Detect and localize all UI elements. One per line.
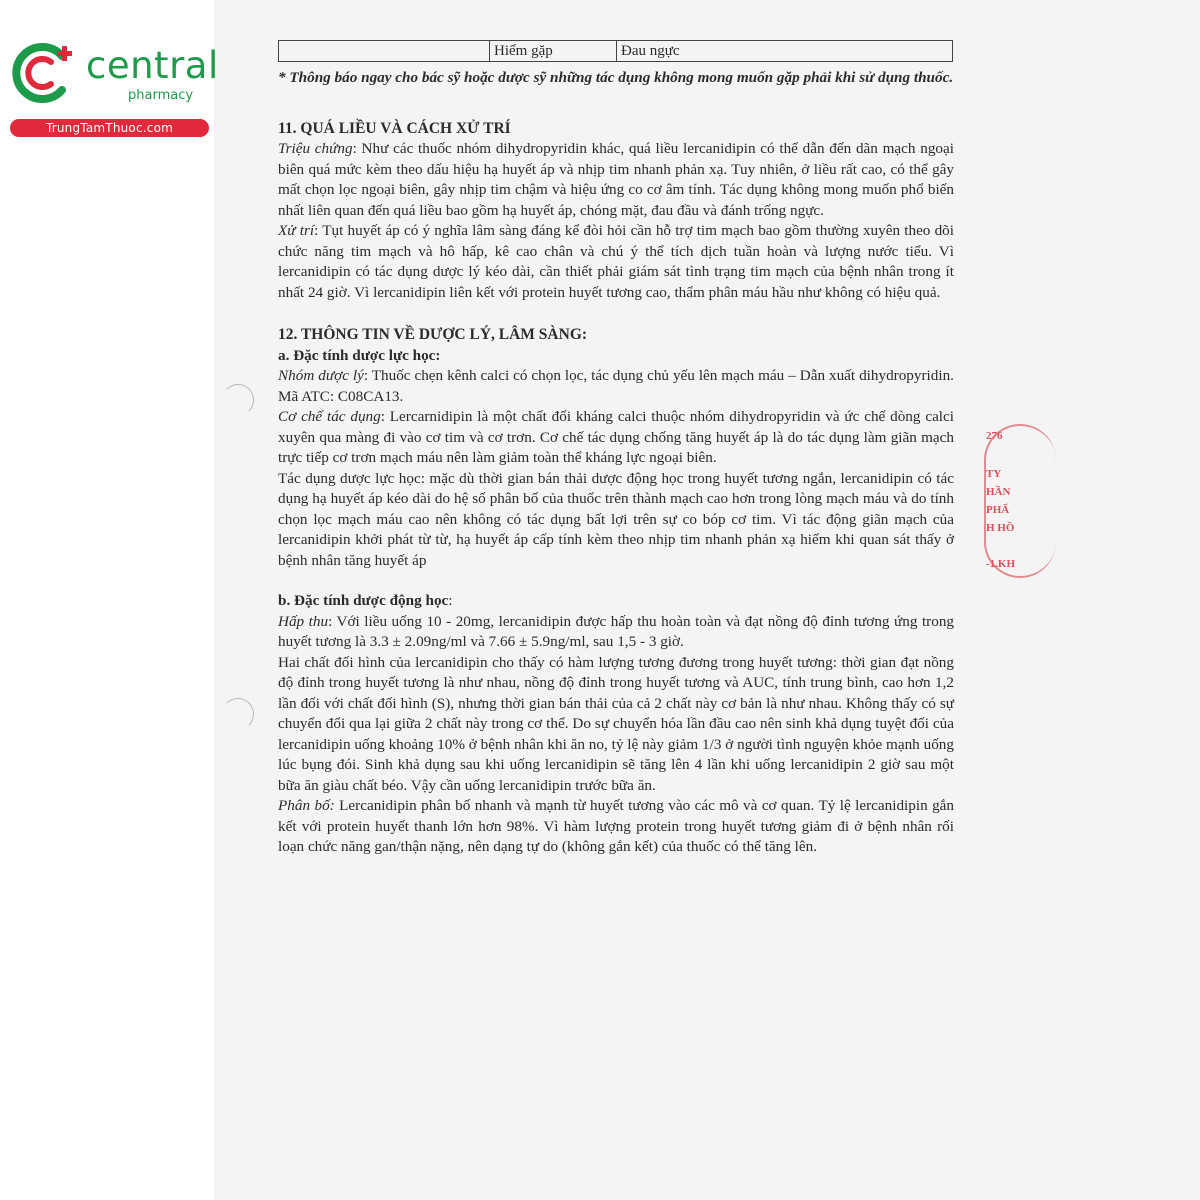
stamp-text: H HỒ xyxy=(986,522,1015,534)
absorption-text: : Với liều uống 10 - 20mg, lercanidipin được hấp thu hoàn toàn và đạt nồng độ đỉnh tương ứng trong huyết tương là 3.3 ± 2.09ng/ml và 7.66 ± 5.9ng/ml, sau 1,5 - 3 giờ. xyxy=(278,612,955,650)
pharmacologic-group-paragraph xyxy=(278,366,954,407)
table-cell: Hiếm gặp xyxy=(490,41,617,62)
treatment-text: : Tụt huyết áp có ý nghĩa lâm sàng đáng kể đòi hỏi cần hỗ trợ tim mạch bao gồm thường xuyên theo dõi chức năng tim mạch và hô hấp, kê cao chân và chú ý thể tích dịch tuần hoàn và lượng nước tiểu. Vì lercanidipin có tác dụng dược lý kéo dài, cần thiết phải giám sát tình trạng tim mạch của bệnh nhân trong ít nhất 24 giờ. Vì lercanidipin liên kết với protein huyết tương cao, thẩm phân máu hầu như không có hiệu quả. xyxy=(278,222,954,301)
absorption-label: Hấp thu xyxy=(278,612,329,630)
logo-mark-icon xyxy=(10,38,78,106)
enantiomers-paragraph: Hai chất đối hình của lercanidipin cho thấy có hàm lượng tương đương trong huyết tương: thời gian đạt nồng độ đỉnh trong huyết tương là như nhau, nồng độ đỉnh trong huyết tương và AUC, tính trung bình, cao hơn 1,2 lần đối với chất đối hình (S), nhưng thời gian bán thải của cả 2 chất này cơ bản là như nhau. Không thấy có sự chuyển đổi qua lại giữa 2 chất này trong cơ thể. Do sự chuyển hóa lần đầu cao nên sinh khả dụng tuyệt đối của lercanidipin uống khoảng 10% ở bệnh nhân khi ăn no, tỷ lệ này giảm 1/3 ở người tình nguyện khỏe mạnh uống lúc bụng đói. Sinh khả dụng sau khi uống lercanidipin sẽ tăng lên 4 lần khi uống lercanidipin 2 giờ sau một bữa ăn giàu chất béo. Vậy cần uống lercanidipin trước bữa ăn. xyxy=(278,653,954,794)
table-row xyxy=(279,41,953,62)
treatment-paragraph xyxy=(278,221,954,303)
pharmacodynamic-effect-paragraph: Tác dụng dược lực học: mặc dù thời gian bán thải dược động học trong huyết tương ngắn, lercanidipin có tác dụng hạ huyết áp kéo dài do hệ số phân bố của thuốc trên thành mạch cao hơn trong lòng mạch máu và do tính chọn lọc mạch máu cao nên không có tác dụng bất lợi trên sự co bóp cơ tim. Vì tác động giãn mạch của lercanidipin khởi phát từ từ, hạ huyết áp cấp tính kèm theo nhịp tim nhanh phản xạ hiếm khi quan sát thấy ở bệnh nhân tăng huyết áp xyxy=(278,469,954,569)
absorption-paragraph xyxy=(278,612,954,653)
symptoms-paragraph xyxy=(278,139,954,221)
pharmacokinetics-heading-text: b. Đặc tính dược động học xyxy=(278,592,449,609)
mechanism-text: : Lercarnidipin là một chất đối kháng calci thuộc nhóm dihydropyridin và ức chế dòng calci xuyên qua màng đi vào cơ tim và cơ trơn. Cơ chế tác dụng chống tăng huyết áp là do tác dụng làm giãn mạch trực tiếp cơ trơn mạch máu nên làm giảm toàn thể kháng lực ngoại biên. xyxy=(278,408,954,466)
table-cell: Đau ngực xyxy=(617,41,953,62)
punch-hole-mark xyxy=(222,384,254,416)
stamp-text: 276 xyxy=(986,430,1003,442)
stamp-text: -1.KH xyxy=(986,558,1016,570)
side-effects-table xyxy=(278,40,953,62)
symptoms-label: Triệu chứng xyxy=(278,140,353,157)
logo-website: TrungTamThuoc.com xyxy=(10,119,209,137)
stamp-text: PHẨ xyxy=(986,504,1010,516)
notice-text: * Thông báo ngay cho bác sỹ hoặc dược sỹ những tác dụng không mong muốn gặp phải khi sử dụng thuốc. xyxy=(278,69,954,86)
distribution-label: Phân bố: xyxy=(278,797,335,814)
logo-subtitle: pharmacy xyxy=(128,88,194,103)
heading-colon: : xyxy=(448,592,453,609)
stamp-text: TY xyxy=(986,468,1002,480)
table-cell xyxy=(279,41,490,62)
pharmacodynamics-heading: a. Đặc tính dược lực học: xyxy=(278,346,441,364)
symptoms-text: : Như các thuốc nhóm dihydropyridin khác, quá liều lercanidipin có thể dẫn đến dãn mạch ngoại biên quá mức kèm theo dấu hiệu hạ huyết áp và nhịp tim nhanh phản xạ. Tuy nhiên, ở liều rất cao, có thể gây mất chọn lọc ngoại biên, gây nhịp tim chậm và hiệu ứng co cơ âm tính. Tác dụng không mong muốn phổ biến nhất liên quan đến quá liều bao gồm hạ huyết áp, chóng mặt, đau đầu và đánh trống ngực. xyxy=(278,140,954,219)
document-body xyxy=(278,40,954,858)
section-11-heading: 11. QUÁ LIỀU VÀ CÁCH XỬ TRÍ xyxy=(278,119,511,137)
mechanism-paragraph xyxy=(278,407,954,469)
group-text: : Thuốc chẹn kênh calci có chọn lọc, tác dụng chủ yếu lên mạch máu – Dẫn xuất dihydropyridin. Mã ATC: C08CA13. xyxy=(278,367,954,405)
section-12-heading: 12. THÔNG TIN VỀ DƯỢC LÝ, LÂM SÀNG: xyxy=(278,326,588,343)
group-label: Nhóm dược lý xyxy=(278,367,364,384)
logo-brand-name: central xyxy=(86,44,219,87)
left-margin xyxy=(0,0,214,1200)
mechanism-label: Cơ chế tác dụng xyxy=(278,408,381,425)
punch-hole-mark xyxy=(222,698,254,730)
stamp-text: HẦN xyxy=(986,486,1011,498)
treatment-label: Xử trí xyxy=(278,222,315,239)
pharmacokinetics-heading xyxy=(278,591,954,612)
distribution-paragraph xyxy=(278,796,954,858)
distribution-text: Lercanidipin phân bố nhanh và mạnh từ huyết tương vào các mô và cơ quan. Tỷ lệ lercanidipin gắn kết với protein huyết thanh lớn hơn 98%. Vì hàm lượng protein trong huyết tương giảm đi ở bệnh nhân rối loạn chức năng gan/thận nặng, nên dạng tự do (không gắn kết) của thuốc có thể tăng lên. xyxy=(278,797,955,855)
central-pharmacy-logo xyxy=(10,38,219,138)
stamp-ring xyxy=(984,424,1056,578)
red-stamp xyxy=(978,418,1018,588)
